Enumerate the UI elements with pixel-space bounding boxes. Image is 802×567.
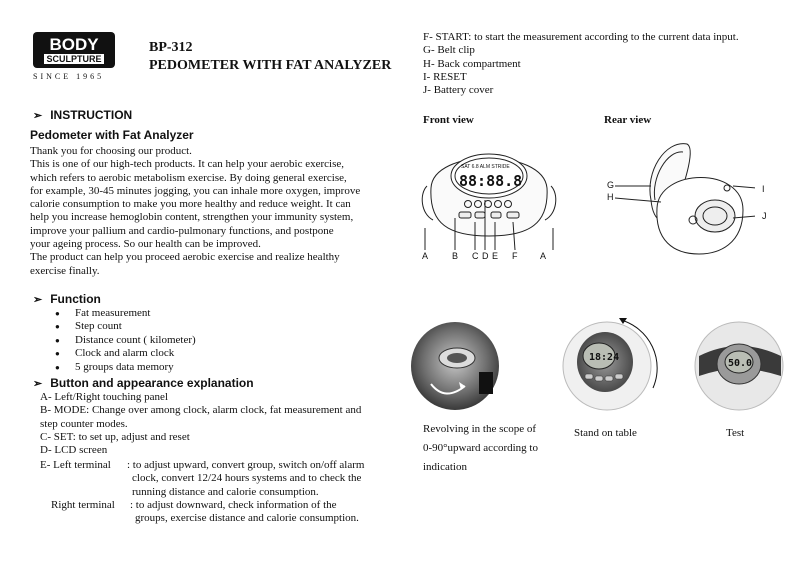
front-label-e: E [492, 251, 499, 261]
rear-label-h: H [607, 192, 614, 202]
list-item: ● Distance count ( kilometer) [55, 333, 196, 346]
right-terminal-label: Right terminal [51, 499, 115, 511]
bullet-icon: ● [55, 362, 60, 372]
paragraph-line: which refers to aerobic metabolism exercise. By doing general exercise, [30, 171, 347, 184]
usage-photos [409, 316, 789, 418]
buttons-line: D- LCD screen [40, 444, 108, 457]
rear-label-i: I [762, 184, 765, 194]
buttons-heading [33, 376, 254, 390]
bullet-icon: ● [55, 335, 60, 345]
buttons-line: C- SET: to set up, adjust and reset [40, 430, 190, 443]
arrow-icon: ➢ [33, 377, 43, 390]
logo-mark [33, 32, 115, 68]
logo-since: SINCE 1965 [33, 72, 105, 81]
list-item: ● Clock and alarm clock [55, 347, 175, 360]
paragraph-line: your ageing process. So our health can be improved. [30, 238, 261, 251]
list-item: ● Step count [55, 320, 122, 333]
rear-view-diagram [615, 128, 755, 263]
bullet-icon: ● [55, 322, 60, 332]
paragraph-line: Thank you for choosing our product. [30, 145, 192, 157]
front-label-d: D [482, 251, 489, 261]
lcd-test: 50.0 [728, 358, 753, 369]
function-list [55, 307, 196, 374]
instruction-heading [33, 108, 132, 122]
instruction-heading-text: INSTRUCTION [50, 108, 133, 122]
function-heading-text: Function [50, 292, 101, 306]
paragraph-line: help you increase hemoglobin content, strengthen your immunity system, [30, 211, 354, 224]
front-label-b: B [452, 251, 459, 261]
list-item: ● 5 groups data memory [55, 360, 174, 373]
paragraph-line: for example, 30-45 minutes jogging, you can inhale more oxygen, improve [30, 184, 361, 197]
buttons-heading-text: Button and appearance explanation [50, 376, 254, 390]
caption-stand: Stand on table [574, 427, 637, 439]
rear-label-j: J [762, 211, 767, 221]
front-label-a-right: A [540, 251, 547, 261]
right-list: F- START: to start the measurement according to the current data input. G- Belt clip H- Back compartment I- RESET J- Battery cover [423, 31, 739, 97]
instruction-paragraph [30, 145, 400, 278]
front-view-title: Front view [423, 114, 474, 126]
buttons-list [40, 391, 400, 457]
arrow-icon: ➢ [33, 293, 43, 306]
page-title: PEDOMETER WITH FAT ANALYZER [149, 58, 392, 73]
paragraph-line: improve your pallium and cardio-pulmonary functions, and postpone [30, 224, 334, 237]
left-terminal-desc: : to adjust upward, convert group, switch on/off alarm clock, convert 12/24 hours systems and to check the running distance and calorie consumption. [127, 459, 365, 498]
bullet-icon: ● [55, 349, 60, 359]
buttons-line: step counter modes. [40, 417, 128, 430]
lcd-status-text: SAT 6.8 ALM STRIDE [461, 164, 510, 170]
list-item: ● Fat measurement [55, 307, 151, 319]
front-label-a-left: A [422, 251, 429, 261]
model-number: BP-312 [149, 40, 193, 55]
rear-view-title: Rear view [604, 114, 652, 126]
paragraph-line: This is one of our high-tech products. It can help your aerobic exercise, [30, 158, 345, 171]
bullet-icon: ● [55, 309, 60, 318]
paragraph-line: The product can help you proceed aerobic exercise and realize healthy [30, 251, 340, 264]
rear-label-g: G [607, 180, 615, 190]
lcd-stand: 18:24 [589, 352, 620, 363]
instruction-subheading: Pedometer with Fat Analyzer [30, 128, 194, 142]
front-label-f: F [512, 251, 518, 261]
front-label-c: C [472, 251, 479, 261]
lcd-digits: 88:88.8 [459, 172, 523, 190]
logo-line-2: SCULPTURE [46, 54, 102, 64]
arrow-icon: ➢ [33, 109, 43, 122]
front-view-diagram [415, 128, 565, 263]
brand-logo [33, 32, 115, 84]
right-terminal-desc: : to adjust downward, check information of the groups, exercise distance and calorie consumption. [130, 499, 359, 525]
caption-revolving: Revolving in the scope of 0-90°upward according to indication [423, 423, 538, 473]
function-heading [33, 292, 101, 306]
left-terminal-label: E- Left terminal [40, 459, 111, 471]
logo-line-1: BODY [49, 35, 99, 54]
buttons-line: A- Left/Right touching panel [40, 391, 168, 403]
buttons-line: B- MODE: Change over among clock, alarm clock, fat measurement and [40, 404, 362, 417]
paragraph-line: exercise finally. [30, 264, 100, 277]
paragraph-line: calorie consumption to make you more healthy and reduce weight. It can [30, 198, 351, 211]
caption-test: Test [726, 427, 745, 439]
